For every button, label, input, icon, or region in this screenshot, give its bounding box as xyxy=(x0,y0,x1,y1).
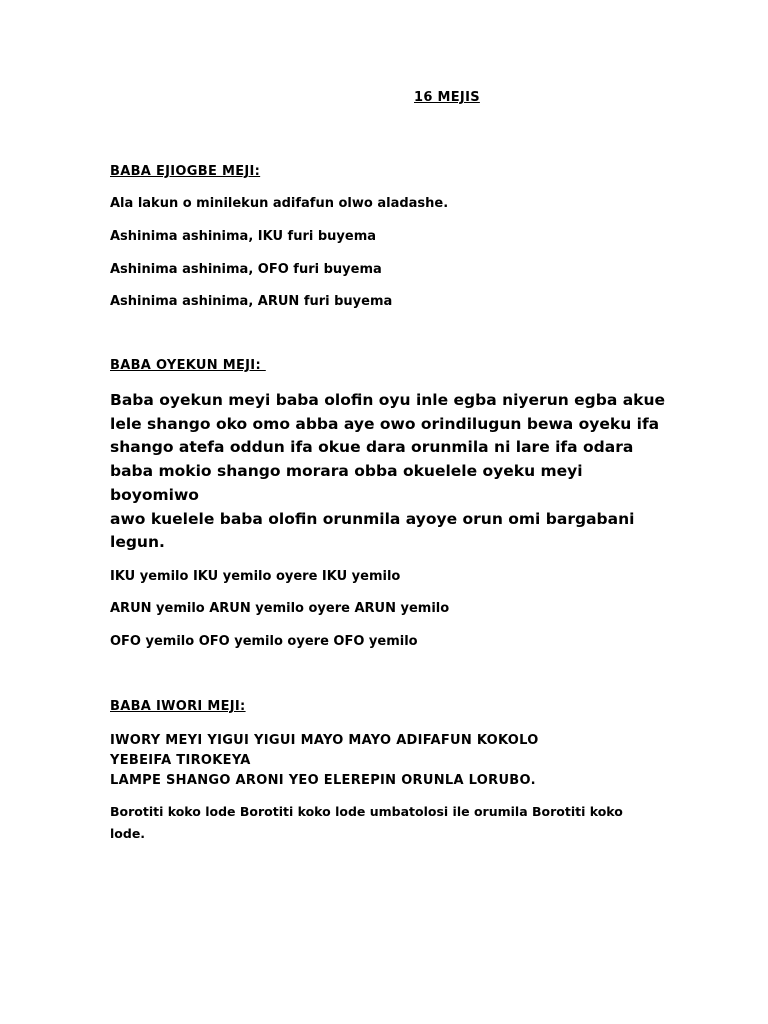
verse-line: IWORY MEYI YIGUI YIGUI MAYO MAYO ADIFAFUN KOKOLO xyxy=(110,733,539,748)
document-title: 16 MEJIS xyxy=(414,90,480,105)
chant-line: OFO yemilo OFO yemilo oyere OFO yemilo xyxy=(110,634,418,649)
section-oyekun xyxy=(110,358,670,373)
paragraph-block xyxy=(110,801,670,845)
caps-block xyxy=(110,731,670,791)
verse-line: Ala lakun o minilekun adifafun olwo aladashe. xyxy=(110,196,449,211)
verse-line: Baba oyekun meyi baba olofin oyu inle egba niyerun egba akue xyxy=(110,391,666,409)
verse-block xyxy=(110,389,670,555)
verse-line: shango atefa oddun ifa okue dara orunmila ni lare ifa odara xyxy=(110,438,634,457)
verse-line: awo kuelele baba olofin orunmila ayoye orun omi bargabani xyxy=(110,509,635,528)
chant-line: IKU yemilo IKU yemilo oyere IKU yemilo xyxy=(110,569,401,584)
verse-line: Ashinima ashinima, ARUN furi buyema xyxy=(110,294,393,309)
section-heading: BABA EJIOGBE MEJI: xyxy=(110,164,261,179)
text-line xyxy=(110,294,670,309)
verse-line: legun. xyxy=(110,533,165,552)
text-line xyxy=(110,601,670,616)
verse-line: Ashinima ashinima, OFO furi buyema xyxy=(110,262,382,277)
verse-line: baba mokio shango morara obba okuelele oyeku meyi xyxy=(110,462,583,481)
verse-line: Ashinima ashinima, IKU furi buyema xyxy=(110,229,377,244)
verse-line: LAMPE SHANGO ARONI YEO ELEREPIN ORUNLA LORUBO. xyxy=(110,773,536,788)
section-heading: BABA IWORI MEJI: xyxy=(110,699,246,714)
chant-line: ARUN yemilo ARUN yemilo oyere ARUN yemilo xyxy=(110,601,450,616)
section-iwori xyxy=(110,699,670,714)
verse-line: lele shango oko omo abba aye owo orindilugun bewa oyeku ifa xyxy=(110,414,660,433)
verse-paragraph: Borotiti koko lode Borotiti koko lode umbatolosi ile orumila Borotiti koko lode. xyxy=(110,804,623,841)
text-line xyxy=(110,229,670,244)
verse-line: boyomiwo xyxy=(110,485,199,504)
text-line xyxy=(110,569,670,584)
section-heading: BABA OYEKUN MEJI: xyxy=(110,358,266,373)
text-line xyxy=(110,634,670,649)
text-line xyxy=(110,262,670,277)
section-ejiogbe xyxy=(110,164,670,179)
verse-line: YEBEIFA TIROKEYA xyxy=(110,753,251,768)
text-line xyxy=(110,196,670,211)
